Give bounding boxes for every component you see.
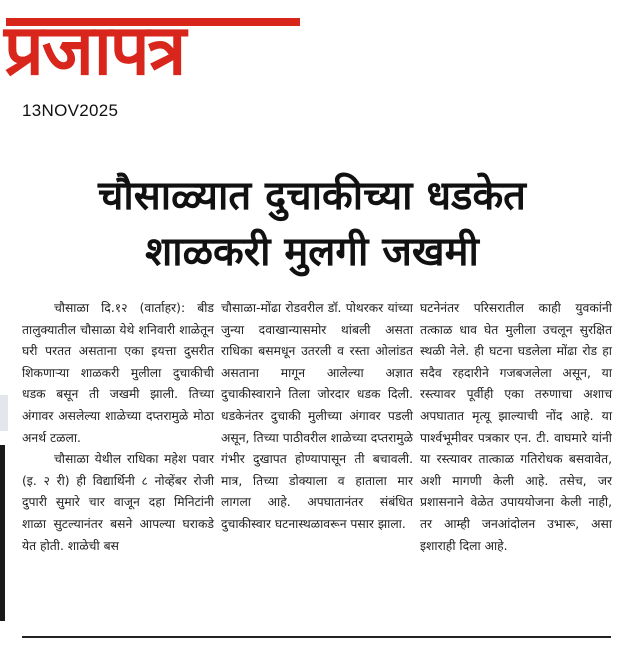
paragraph: घटनेनंतर परिसरातील काही युवकांनी तत्काळ धाव घेत मुलीला उचलून सुरक्षित स्थळी नेले. ही घटना घडलेला मोंढा रोड हा सदैव रहदारीने गजबजलेला असून, या रस्त्यावर पूर्वीही एका तरुणाचा अशाच अपघातात मृत्यू झाल्याची नोंद आहे. या पार्श्वभूमीवर पत्रकार एन. टी. वाघमारे यांनी या रस्त्यावर तात्काळ गतिरोधक बसवावेत, अशी मागणी केली आहे. तसेच, जर प्रशासनाने वेळेत उपाययोजना केली नाही, तर आम्ही जनआंदोलन उभारू, असा इशाराही दिला आहे. — [420, 301, 612, 553]
headline-line-2: शाळकरी मुलगी जखमी — [145, 229, 479, 275]
headline-line-1: चौसाळ्यात दुचाकीच्या धडकेत — [98, 173, 526, 219]
logo-text: प्रजापत्र — [4, 9, 185, 91]
paragraph: चौसाळा येथील राधिका महेश पवार (इ. २ री) ही विद्यार्थिनी ८ नोव्हेंबर रोजी दुपारी सुमारे चार वाजून दहा मिनिटांनी शाळा सुटल्यानंतर बसने आपल्या घराकडे येत होती. शाळेची बस — [22, 452, 214, 553]
newspaper-logo — [4, 8, 300, 92]
bottom-rule — [22, 636, 611, 638]
article-body — [22, 298, 612, 557]
adjacent-clipping-edge — [0, 395, 8, 431]
publication-date: 13NOV2025 — [22, 101, 119, 120]
paragraph: चौसाळा दि.१२ (वार्ताहर): बीड तालुक्यातील चौसाळा येथे शनिवारी शाळेतून घरी परतत असताना एका इयत्ता दुसरीत शिकणाऱ्या शाळकरी मुलीला दुचाकीची धडक बसून ती जखमी झाली. तिच्या अंगावर असलेल्या शाळेच्या दप्तरामुळे मोठा अनर्थ टळला. — [22, 301, 214, 445]
article-column-3 — [420, 298, 612, 557]
paragraph: चौसाळा-मोंढा रोडवरील डॉ. पोथरकर यांच्या जुन्या दवाखान्यासमोर थांबली असता राधिका बसमधून उतरली व रस्ता ओलांडत असताना मागून आलेल्या अज्ञात दुचाकीस्वाराने तिला जोरदार धडक दिली. धडकेनंतर दुचाकी मुलीच्या अंगावर पडली असून, तिच्या पाठीवरील शाळेच्या दप्तरामुळे गंभीर दुखापत होण्यापासून ती बचावली. मात्र, तिच्या डोक्याला व हाताला मार लागला आहे. अपघातानंतर संबंधित दुचाकीस्वार घटनास्थळावरून पसार झाला. — [221, 301, 413, 531]
article-column-2 — [221, 298, 413, 557]
article-headline — [0, 168, 624, 280]
adjacent-clipping-border — [0, 445, 5, 621]
article-column-1 — [22, 298, 214, 557]
